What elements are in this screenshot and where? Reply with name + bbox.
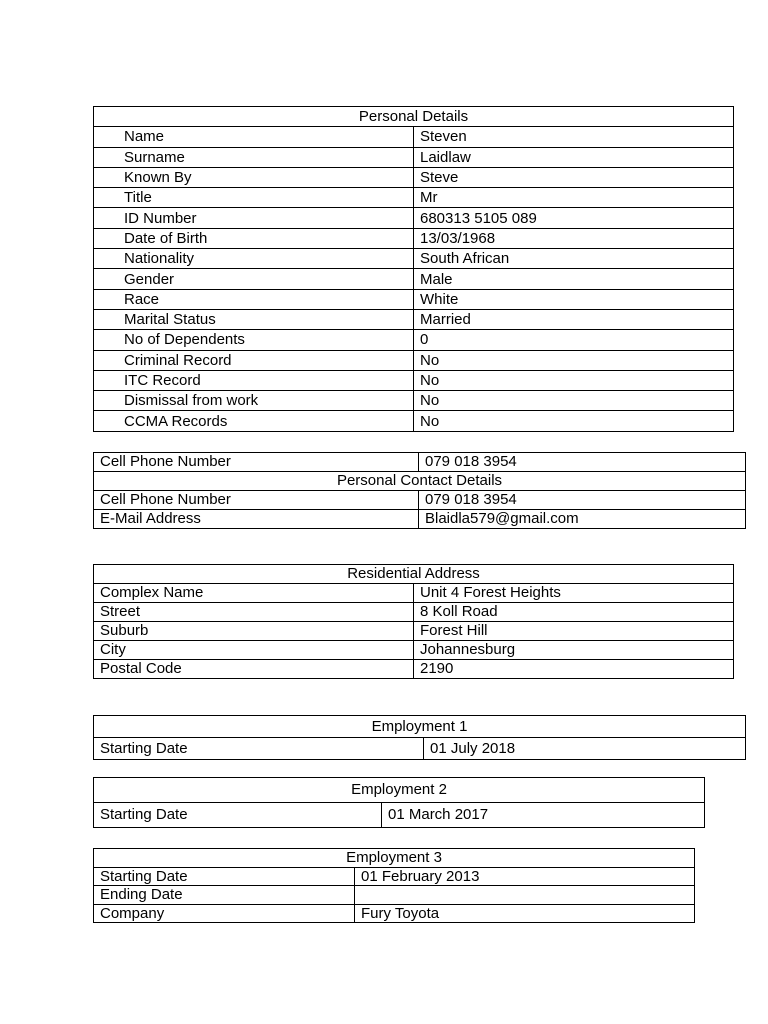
table-row <box>94 127 734 147</box>
employment-1-table <box>93 715 746 760</box>
table-row <box>94 411 734 431</box>
table-row <box>94 147 734 167</box>
table-row <box>94 641 734 660</box>
row-value: Blaidla579@gmail.com <box>419 510 746 529</box>
row-label: Postal Code <box>94 660 414 679</box>
employment-3-table <box>93 848 695 923</box>
row-label: Company <box>94 904 355 923</box>
row-value: Fury Toyota <box>355 904 695 923</box>
table-row <box>94 904 695 923</box>
personal-details-body <box>94 107 734 432</box>
table-row <box>94 453 746 472</box>
table-row <box>94 510 746 529</box>
table-row <box>94 867 695 886</box>
section-heading: Employment 3 <box>94 849 695 868</box>
row-value: No <box>414 411 734 431</box>
row-label: E-Mail Address <box>94 510 419 529</box>
row-value: Forest Hill <box>414 622 734 641</box>
table-row <box>94 167 734 187</box>
row-label: CCMA Records <box>94 411 414 431</box>
row-value: No <box>414 350 734 370</box>
table-header-row <box>94 565 734 584</box>
row-value: 01 July 2018 <box>424 738 746 760</box>
table-row <box>94 491 746 510</box>
table-header-row <box>94 472 746 491</box>
row-label: Starting Date <box>94 867 355 886</box>
row-value: Laidlaw <box>414 147 734 167</box>
section-heading: Personal Details <box>94 107 734 127</box>
section-heading: Residential Address <box>94 565 734 584</box>
row-value <box>355 886 695 905</box>
row-label: Race <box>94 289 414 309</box>
table-row <box>94 370 734 390</box>
row-label: Suburb <box>94 622 414 641</box>
row-label: Gender <box>94 269 414 289</box>
section-heading: Employment 2 <box>94 778 705 803</box>
residential-address-table <box>93 564 734 679</box>
table-row <box>94 289 734 309</box>
row-label: Complex Name <box>94 584 414 603</box>
row-value: Steve <box>414 167 734 187</box>
table-row <box>94 330 734 350</box>
table-row <box>94 603 734 622</box>
row-label: Marital Status <box>94 309 414 329</box>
employment-2-body <box>94 778 705 828</box>
table-header-row <box>94 107 734 127</box>
employment-3-body <box>94 849 695 923</box>
row-label: Date of Birth <box>94 228 414 248</box>
contact-details-body <box>94 453 746 529</box>
row-label: Starting Date <box>94 803 382 828</box>
row-label: Starting Date <box>94 738 424 760</box>
row-value: Unit 4 Forest Heights <box>414 584 734 603</box>
table-row <box>94 660 734 679</box>
row-label: Ending Date <box>94 886 355 905</box>
row-value: White <box>414 289 734 309</box>
row-value: Married <box>414 309 734 329</box>
row-label: ID Number <box>94 208 414 228</box>
section-heading: Personal Contact Details <box>94 472 746 491</box>
table-header-row <box>94 849 695 868</box>
row-value: 01 February 2013 <box>355 867 695 886</box>
row-label: Street <box>94 603 414 622</box>
table-row <box>94 803 705 828</box>
row-value: South African <box>414 249 734 269</box>
table-row <box>94 228 734 248</box>
table-row <box>94 188 734 208</box>
table-row <box>94 350 734 370</box>
residential-address-body <box>94 565 734 679</box>
table-row <box>94 738 746 760</box>
row-value: Johannesburg <box>414 641 734 660</box>
row-label: Nationality <box>94 249 414 269</box>
row-value: 13/03/1968 <box>414 228 734 248</box>
row-label: Title <box>94 188 414 208</box>
row-label: Surname <box>94 147 414 167</box>
table-header-row <box>94 716 746 738</box>
table-header-row <box>94 778 705 803</box>
row-value: No <box>414 391 734 411</box>
row-value: Male <box>414 269 734 289</box>
row-value: 8 Koll Road <box>414 603 734 622</box>
employment-2-table <box>93 777 705 828</box>
personal-details-table <box>93 106 734 432</box>
row-value: 079 018 3954 <box>419 453 746 472</box>
table-row <box>94 269 734 289</box>
row-label: Name <box>94 127 414 147</box>
employment-1-body <box>94 716 746 760</box>
row-value: 2190 <box>414 660 734 679</box>
table-row <box>94 391 734 411</box>
row-value: Steven <box>414 127 734 147</box>
table-row <box>94 622 734 641</box>
table-row <box>94 584 734 603</box>
row-label: No of Dependents <box>94 330 414 350</box>
table-row <box>94 886 695 905</box>
row-value: 680313 5105 089 <box>414 208 734 228</box>
section-heading: Employment 1 <box>94 716 746 738</box>
table-row <box>94 249 734 269</box>
row-value: Mr <box>414 188 734 208</box>
row-value: No <box>414 370 734 390</box>
row-label: Cell Phone Number <box>94 453 419 472</box>
row-value: 01 March 2017 <box>382 803 705 828</box>
row-value: 079 018 3954 <box>419 491 746 510</box>
row-label: Cell Phone Number <box>94 491 419 510</box>
contact-details-table <box>93 452 746 529</box>
row-value: 0 <box>414 330 734 350</box>
table-row <box>94 309 734 329</box>
row-label: Dismissal from work <box>94 391 414 411</box>
row-label: Criminal Record <box>94 350 414 370</box>
row-label: ITC Record <box>94 370 414 390</box>
row-label: City <box>94 641 414 660</box>
table-row <box>94 208 734 228</box>
row-label: Known By <box>94 167 414 187</box>
